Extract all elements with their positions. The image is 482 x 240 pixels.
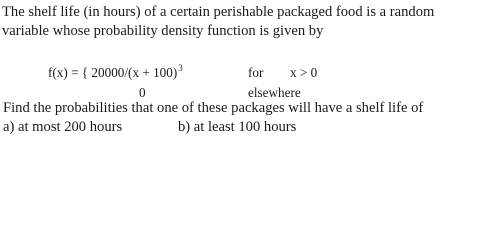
case1-keyword: for — [248, 65, 264, 80]
pdf-expression-text: f(x) = { 20000/(x + 100) — [48, 65, 178, 80]
pdf-exponent: 3 — [178, 63, 183, 73]
case2-value: 0 — [139, 85, 146, 100]
question-text: Find the probabilities that one of these packages will have a shelf life of — [3, 100, 424, 116]
part-b: b) at least 100 hours — [178, 119, 297, 135]
case2-condition: elsewhere — [248, 85, 301, 100]
case1-condition: x > 0 — [290, 65, 318, 80]
part-a: a) at most 200 hours — [3, 119, 123, 135]
intro-line-2: variable whose probability density function is given by — [2, 23, 324, 39]
intro-line-1: The shelf life (in hours) of a certain perishable packaged food is a random — [2, 4, 435, 20]
pdf-expression — [48, 63, 183, 80]
